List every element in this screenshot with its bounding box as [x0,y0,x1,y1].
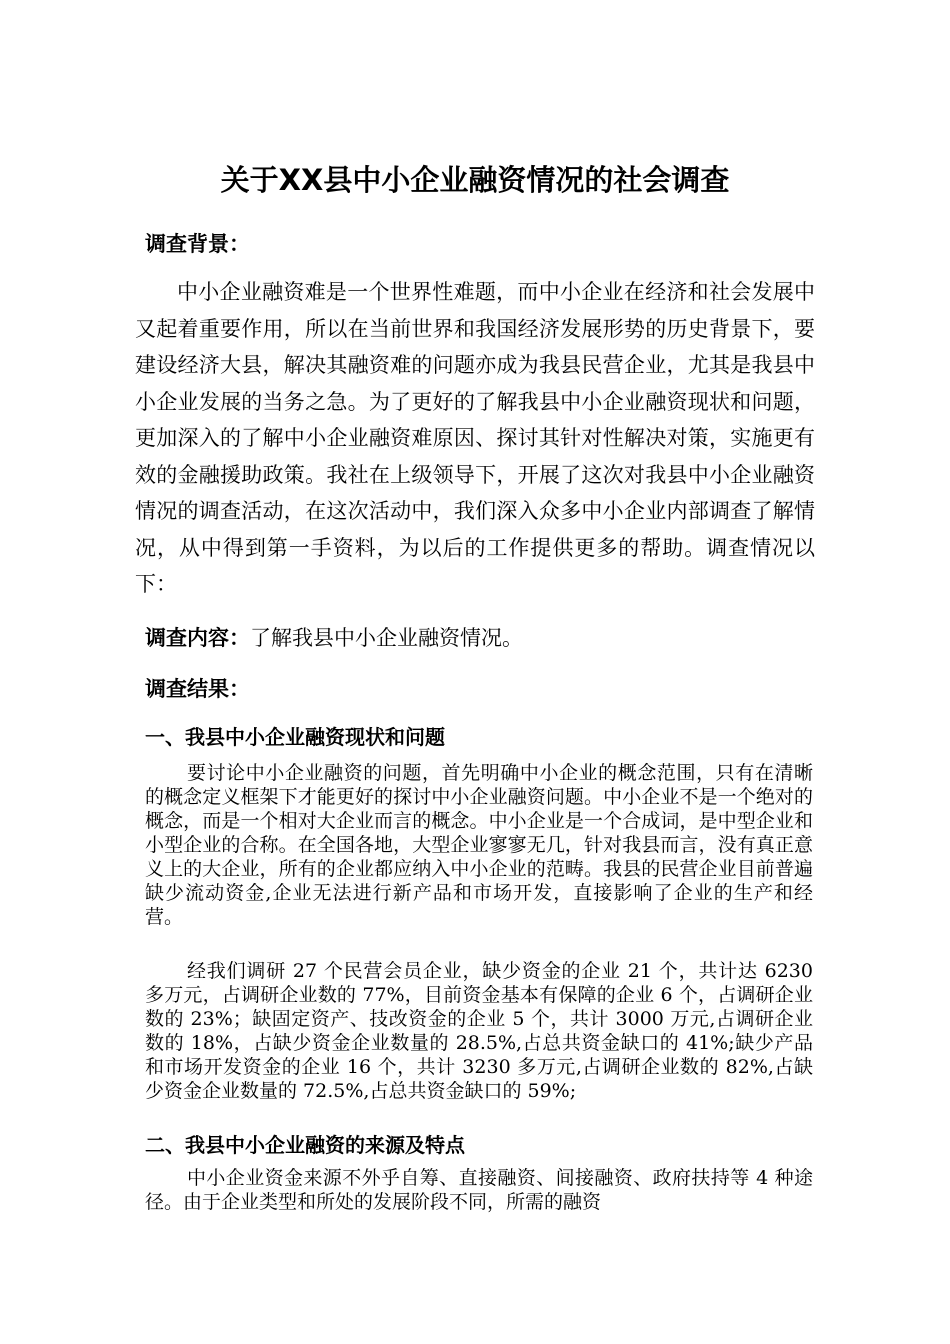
content-heading: 调查内容： [145,626,250,650]
section2-title: 二、我县中小企业融资的来源及特点 [145,1133,465,1157]
results-heading: 调查结果： [145,677,250,701]
section1-paragraph-2: 经我们调研 27 个民营会员企业，缺少资金的企业 21 个，共计达 6230 多万元，占调研企业数的 77%，目前资金基本有保障的企业 6 个，占调研企业数的 23%；缺固定资产、技改资金的企业 5 个，共计 3000 万元,占调研企业数的 18%，占缺少资金企业数量的 28.5%,占总共资金缺口的 41%;缺少产品和市场开发资金的企业 16 个，共计 3230 多万元,占调研企业数的 82%,占缺少资金企业数量的 72.5%,占总共资金缺口的 59%; [145,960,813,1102]
background-heading: 调查背景： [145,232,250,256]
section2-paragraph-1: 中小企业资金来源不外乎自筹、直接融资、间接融资、政府扶持等 4 种途径。由于企业类型和所处的发展阶段不同，所需的融资 [145,1167,813,1213]
background-paragraph: 中小企业融资难是一个世界性难题，而中小企业在经济和社会发展中又起着重要作用，所以在当前世界和我国经济发展形势的历史背景下，要建设经济大县，解决其融资难的问题亦成为我县民营企业，尤其是我县中小企业发展的当务之急。为了更好的了解我县中小企业融资现状和问题，更加深入的了解中小企业融资难原因、探讨其针对性解决对策，实施更有效的金融援助政策。我社在上级领导下，开展了这次对我县中小企业融资情况的调查活动，在这次活动中，我们深入众多中小企业内部调查了解情况，从中得到第一手资料，为以后的工作提供更多的帮助。调查情况以下： [135,280,815,596]
section1-title: 一、我县中小企业融资现状和问题 [145,725,445,749]
content-text: 了解我县中小企业融资情况。 [250,626,523,650]
section1-paragraph-1: 要讨论中小企业融资的问题，首先明确中小企业的概念范围，只有在清晰的概念定义框架下才能更好的探讨中小企业融资问题。中小企业不是一个绝对的概念，而是一个相对大企业而言的概念。中小企业是一个合成词，是中型企业和小型企业的合称。在全国各地，大型企业寥寥无几，针对我县而言，没有真正意义上的大企业，所有的企业都应纳入中小企业的范畴。我县的民营企业目前普遍缺少流动资金,企业无法进行新产品和市场开发，直接影响了企业的生产和经营。 [145,762,813,928]
content-line [145,623,523,653]
document-title: 关于XX县中小企业融资情况的社会调查 [220,163,730,197]
